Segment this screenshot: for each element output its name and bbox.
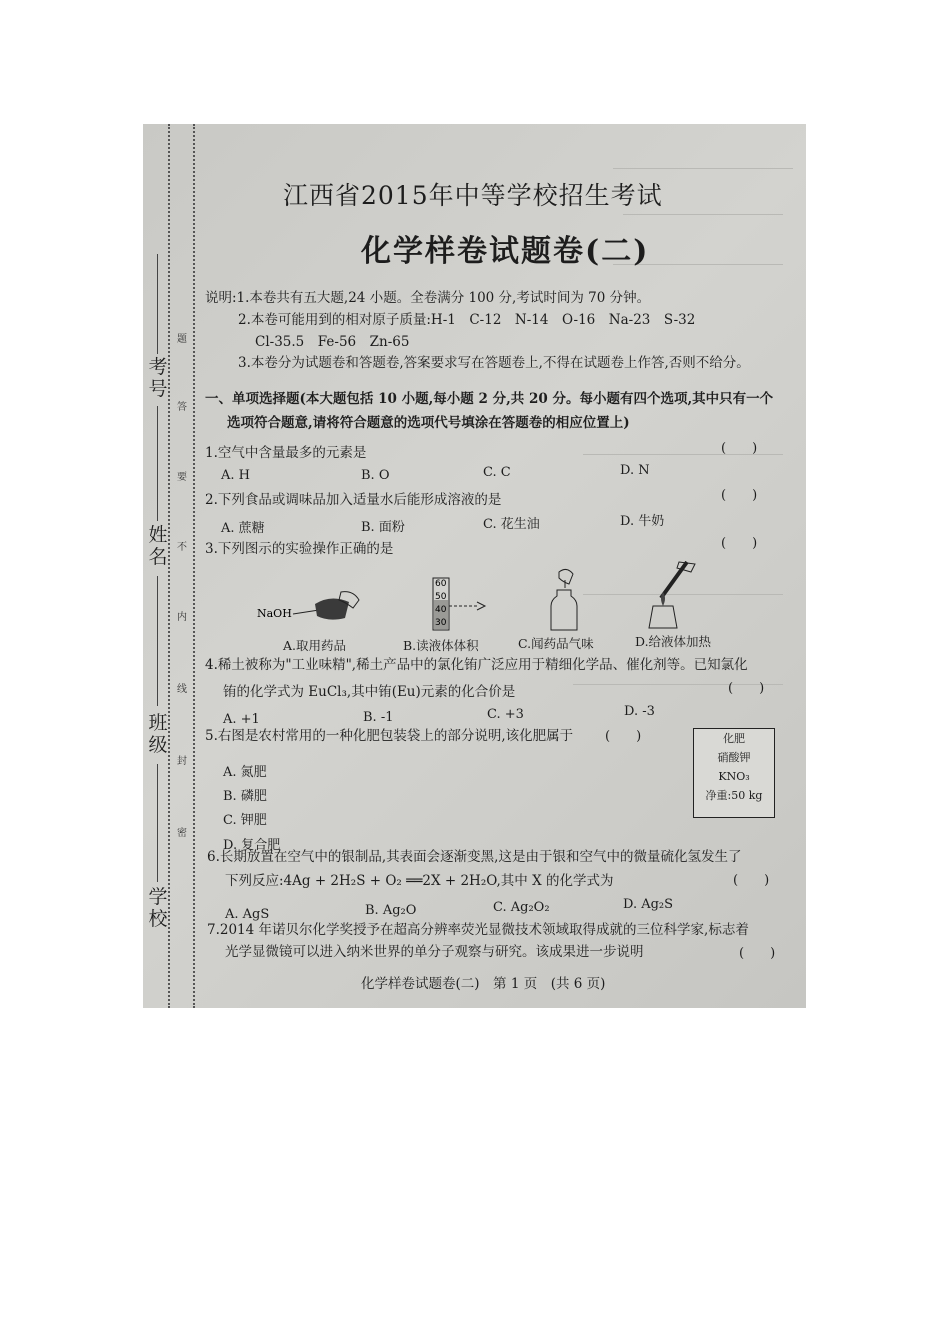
fertilizer-label-box: [693, 728, 775, 818]
eye-icon: [477, 602, 485, 610]
naoh-label: NaOH: [257, 607, 292, 620]
bleed-through-line: [623, 214, 783, 215]
question-2-stem: 2.下列食品或调味品加入适量水后能形成溶液的是: [205, 492, 502, 508]
figure-label: D.给液体加热: [635, 634, 712, 649]
question-1-stem: 1.空气中含量最多的元素是: [205, 445, 367, 461]
option: B. -1: [363, 710, 394, 725]
option: C. 钾肥: [223, 813, 267, 828]
section-heading: 一、单项选择题(本大题包括 10 小题,每小题 2 分,共 20 分。每小题有四个选项,其中只有一个: [205, 391, 774, 407]
answer-paren: ( ): [721, 488, 758, 503]
option: C. Ag₂O₂: [493, 900, 550, 915]
question-5-stem: 5.右图是农村常用的一种化肥包装袋上的部分说明,该化肥属于: [205, 728, 574, 744]
question-7-stem: 7.2014 年诺贝尔化学奖授予在超高分辨率荧光显微技术领域取得成就的三位科学家,标志着: [207, 922, 749, 938]
bleed-through-line: [613, 168, 793, 169]
exam-page-photo: [143, 124, 806, 1008]
instruction-line: 说明:1.本卷共有五大题,24 小题。全卷满分 100 分,考试时间为 70 分钟。: [205, 290, 651, 306]
figure-label: C.闻药品气味: [518, 636, 594, 651]
exam-title: 江西省2015年中等学校招生考试: [283, 181, 663, 210]
heating-figure: [639, 558, 699, 632]
answer-paren: ( ): [721, 536, 758, 551]
option: B. O: [361, 468, 390, 483]
name-label: 姓名: [148, 524, 168, 568]
option: D. Ag₂S: [623, 897, 674, 912]
question-4-stem: 4.稀土被称为"工业味精",稀土产品中的氯化铕广泛应用于精细化学品、催化剂等。已知氯化: [205, 657, 748, 673]
instruction-line: 2.本卷可能用到的相对原子质量:H-1 C-12 N-14 O-16 Na-23 S-32: [238, 312, 696, 328]
label-line: KNO₃: [718, 770, 750, 783]
option: C. 花生油: [483, 517, 540, 532]
alcohol-lamp: [649, 606, 677, 628]
option: D. N: [620, 463, 650, 478]
scale-tick: 60: [435, 579, 447, 589]
seal-char: 封: [177, 756, 187, 767]
class-label: 班级: [148, 712, 168, 756]
figure-label: A.取用药品: [283, 638, 347, 653]
instruction-line: Cl-35.5 Fe-56 Zn-65: [255, 334, 410, 350]
seal-char: 密: [177, 828, 187, 839]
seal-char: 答: [177, 402, 187, 413]
answer-paren: ( ): [739, 946, 776, 961]
option: A. H: [221, 468, 250, 483]
figure-label: B.读液体体积: [403, 638, 479, 653]
instruction-line: 3.本卷分为试题卷和答题卷,答案要求写在答题卷上,不得在试题卷上作答,否则不给分。: [238, 355, 750, 371]
option: B. 面粉: [361, 520, 405, 535]
seal-char: 题: [177, 334, 187, 345]
option: C. +3: [487, 707, 524, 722]
option: C. C: [483, 465, 511, 480]
scale-tick: 50: [435, 592, 447, 602]
option: A. AgS: [225, 907, 270, 922]
question-3-stem: 3.下列图示的实验操作正确的是: [205, 541, 394, 557]
test-tube: [661, 562, 687, 598]
dotted-line: [193, 124, 195, 1008]
option: D. 牛奶: [620, 514, 665, 529]
fill-line: [157, 254, 158, 354]
option: A. 蔗糖: [221, 521, 265, 536]
answer-paren: ( ): [605, 729, 642, 744]
answer-paren: ( ): [721, 441, 758, 456]
seal-char: 线: [177, 684, 187, 695]
smelling-figure: [541, 566, 591, 632]
binding-margin: [143, 124, 205, 1008]
fill-line: [157, 576, 158, 706]
option: A. 氮肥: [223, 765, 267, 780]
option: B. 磷肥: [223, 789, 267, 804]
label-line: 化肥: [723, 732, 745, 745]
question-7-stem: 光学显微镜可以进入纳米世界的单分子观察与研究。该成果进一步说明: [225, 944, 644, 960]
exam-subtitle: 化学样卷试题卷(二): [361, 234, 650, 269]
spatula-line: [293, 610, 319, 614]
question-4-stem: 铕的化学式为 EuCl₃,其中铕(Eu)元素的化合价是: [223, 684, 516, 700]
scale-tick: 30: [435, 618, 447, 628]
label-line: 硝酸钾: [717, 751, 751, 764]
hand-icon: [559, 569, 573, 584]
option: A. +1: [223, 712, 260, 727]
exam-number-label: 考号: [148, 356, 168, 400]
section-heading: 选项符合题意,请将符合题意的选项代号填涂在答题卷的相应位置上): [227, 415, 630, 431]
page-footer: 化学样卷试题卷(二) 第 1 页 (共 6 页): [361, 976, 606, 992]
seal-char: 要: [177, 472, 187, 483]
fill-line: [157, 406, 158, 521]
fill-line: [157, 764, 158, 882]
option: B. Ag₂O: [365, 903, 417, 918]
answer-paren: ( ): [733, 873, 770, 888]
question-6-stem: 下列反应:4Ag + 2H₂S + O₂ ══2X + 2H₂O,其中 X 的化学式为: [225, 873, 614, 889]
spatula-figure: [253, 572, 363, 632]
question-6-stem: 6.长期放置在空气中的银制品,其表面会逐渐变黑,这是由于银和空气中的微量硫化氢发生了: [207, 849, 742, 865]
answer-paren: ( ): [728, 681, 765, 696]
seal-char: 内: [177, 612, 187, 623]
option: D. -3: [624, 704, 655, 719]
school-label: 学校: [148, 886, 168, 930]
scale-tick: 40: [435, 605, 447, 615]
label-line: 净重:50 kg: [705, 789, 763, 802]
option: D. 复合肥: [223, 838, 281, 853]
reagent-bottle: [551, 590, 577, 630]
seal-char: 不: [177, 542, 187, 553]
graduated-cylinder-figure: [429, 574, 489, 634]
